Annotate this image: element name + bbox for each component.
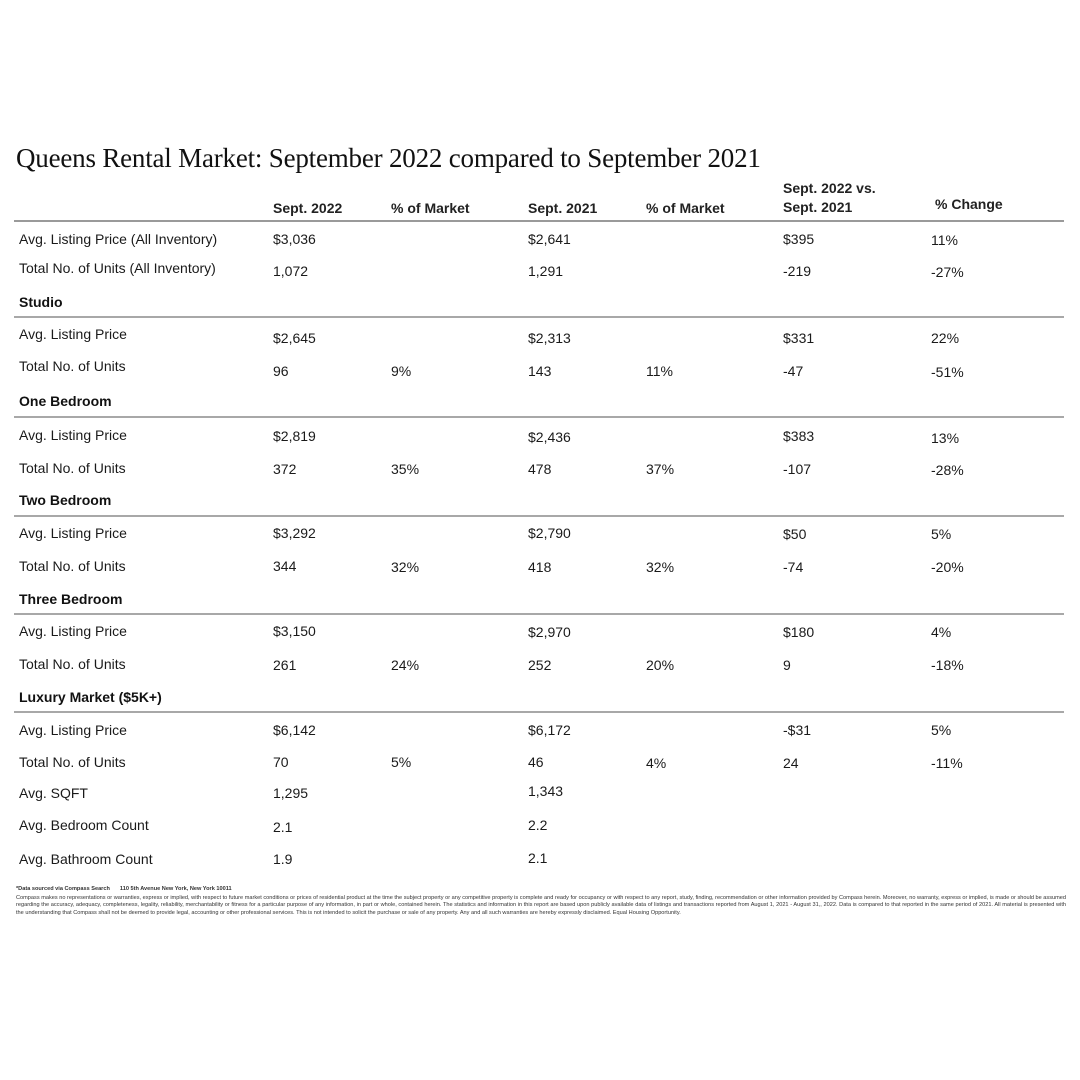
cell-sept-2021: 46 <box>528 754 544 770</box>
section-title-luxury-market: Luxury Market ($5K+) <box>19 689 162 705</box>
cell-sept-2021: $2,970 <box>528 624 571 640</box>
cell-pct-change: -28% <box>931 462 964 478</box>
cell-sept-2022: 70 <box>273 754 289 770</box>
cell-difference: -47 <box>783 363 804 379</box>
cell-sept-2021: $2,436 <box>528 429 571 445</box>
footer-disclaimer-text: Compass makes no representations or warranties, express or implied, with respect to future market conditions or prices of residential product at the time the subject property or any competitive property is complete and ready for occupancy or with respect to any report, study, finding, recommendation or other information provided by Compass herein. Moreover, no warranty, express or implied, is made or should be assumed regarding the accuracy, adequacy, completeness, legality, reliability, merchantability or fitness for a particular purpose of any information, in part or whole, contained herein. The statistics and information in this report are based upon publicly available data of listings and transactions reported from August 1, 2021 - August 31,, 2022. Data is compared to that reported in the same period of 2021. All material is presented with the understanding that Compass shall not be deemed to provide legal, accounting or other professional services. This is not intended to solicit the purchase or sale of any property. Any and all such warranties are hereby expressly disclaimed. Equal Housing Opportunity. <box>16 894 1066 916</box>
cell-sept-2022: 261 <box>273 657 297 673</box>
cell-sept-2022: $6,142 <box>273 722 316 738</box>
footer-address: 110 5th Avenue New York, New York 10011 <box>119 886 232 892</box>
row-label: Avg. Bedroom Count <box>19 817 149 833</box>
header-divider <box>14 220 1064 222</box>
cell-pct-market-2022: 32% <box>391 559 420 575</box>
cell-sept-2022: 2.1 <box>273 819 293 835</box>
cell-sept-2022: 1.9 <box>273 851 293 867</box>
cell-pct-change: 5% <box>931 722 952 738</box>
cell-difference: $50 <box>783 526 807 542</box>
cell-sept-2022: 96 <box>273 363 289 379</box>
cell-pct-change: -51% <box>931 364 964 380</box>
cell-sept-2022: $3,036 <box>273 231 316 247</box>
cell-pct-market-2021: 32% <box>646 559 675 575</box>
cell-pct-change: 13% <box>931 430 960 446</box>
col-header-vs-line1: Sept. 2022 vs. <box>783 180 876 196</box>
row-label: Avg. Listing Price (All Inventory) <box>19 231 218 247</box>
cell-sept-2022: 344 <box>273 558 297 574</box>
cell-sept-2021: 2.2 <box>528 817 548 833</box>
section-title-studio: Studio <box>19 294 63 310</box>
cell-sept-2022: $2,645 <box>273 330 316 346</box>
cell-sept-2021: 1,343 <box>528 783 564 799</box>
cell-sept-2022: 1,072 <box>273 263 309 279</box>
cell-difference: -$31 <box>783 722 812 738</box>
row-label: Avg. Bathroom Count <box>19 851 153 867</box>
section-divider <box>14 316 1064 318</box>
cell-pct-market-2022: 9% <box>391 363 412 379</box>
cell-sept-2021: 478 <box>528 461 552 477</box>
cell-difference: 24 <box>783 755 799 771</box>
cell-difference: 9 <box>783 657 791 673</box>
col-header-pct-change: % Change <box>935 196 1003 212</box>
cell-pct-change: 11% <box>931 232 958 248</box>
cell-sept-2022: $3,292 <box>273 525 316 541</box>
cell-sept-2021: 1,291 <box>528 263 564 279</box>
row-label: Total No. of Units <box>19 460 126 476</box>
cell-pct-market-2021: 4% <box>646 755 667 771</box>
section-title-two-bedroom: Two Bedroom <box>19 492 112 508</box>
cell-sept-2022: $2,819 <box>273 428 316 444</box>
cell-pct-market-2022: 5% <box>391 754 412 770</box>
col-header-sept-2022: Sept. 2022 <box>273 200 343 216</box>
cell-sept-2021: $2,641 <box>528 231 571 247</box>
row-label: Avg. SQFT <box>19 785 88 801</box>
cell-sept-2021: $2,313 <box>528 330 571 346</box>
footer-source: *Data sourced via Compass Search <box>16 886 110 892</box>
cell-pct-change: -18% <box>931 657 964 673</box>
row-label: Total No. of Units <box>19 358 126 374</box>
col-header-vs-line2: Sept. 2021 <box>783 199 853 215</box>
cell-difference: $331 <box>783 330 815 346</box>
section-divider <box>14 711 1064 713</box>
col-header-pct-market-2022: % of Market <box>391 200 470 216</box>
cell-pct-change: 5% <box>931 526 952 542</box>
col-header-pct-market-2021: % of Market <box>646 200 725 216</box>
footer-source-line <box>16 886 1066 894</box>
cell-pct-change: 4% <box>931 624 952 640</box>
page-title: Queens Rental Market: September 2022 compared to September 2021 <box>16 143 761 173</box>
cell-difference: -219 <box>783 263 812 279</box>
cell-pct-market-2021: 37% <box>646 461 675 477</box>
row-label: Avg. Listing Price <box>19 326 127 342</box>
row-label: Avg. Listing Price <box>19 525 127 541</box>
cell-pct-market-2022: 24% <box>391 657 420 673</box>
cell-difference: $383 <box>783 428 815 444</box>
cell-sept-2022: 1,295 <box>273 785 309 801</box>
row-label: Total No. of Units <box>19 656 126 672</box>
section-divider <box>14 613 1064 615</box>
cell-pct-market-2021: 11% <box>646 363 673 379</box>
cell-pct-change: -11% <box>931 755 963 771</box>
cell-sept-2021: 143 <box>528 363 552 379</box>
cell-sept-2021: $2,790 <box>528 525 571 541</box>
cell-sept-2022: $3,150 <box>273 623 316 639</box>
row-label: Total No. of Units <box>19 558 126 574</box>
cell-difference: -74 <box>783 559 804 575</box>
row-label: Avg. Listing Price <box>19 623 127 639</box>
footer-disclaimer <box>16 886 1066 917</box>
cell-pct-market-2022: 35% <box>391 461 420 477</box>
cell-pct-change: -20% <box>931 559 964 575</box>
cell-sept-2021: 418 <box>528 559 552 575</box>
cell-sept-2021: 252 <box>528 657 552 673</box>
cell-sept-2022: 372 <box>273 461 297 477</box>
section-divider <box>14 515 1064 517</box>
cell-difference: $395 <box>783 231 815 247</box>
cell-pct-market-2021: 20% <box>646 657 675 673</box>
section-divider <box>14 416 1064 418</box>
section-title-one-bedroom: One Bedroom <box>19 393 112 409</box>
cell-difference: $180 <box>783 624 815 640</box>
col-header-sept-2021: Sept. 2021 <box>528 200 598 216</box>
cell-difference: -107 <box>783 461 812 477</box>
row-label: Total No. of Units (All Inventory) <box>19 260 216 276</box>
section-title-three-bedroom: Three Bedroom <box>19 591 123 607</box>
cell-pct-change: -27% <box>931 264 964 280</box>
cell-pct-change: 22% <box>931 330 960 346</box>
cell-sept-2021: 2.1 <box>528 850 548 866</box>
row-label: Total No. of Units <box>19 754 126 770</box>
row-label: Avg. Listing Price <box>19 427 127 443</box>
row-label: Avg. Listing Price <box>19 722 127 738</box>
cell-sept-2021: $6,172 <box>528 722 571 738</box>
